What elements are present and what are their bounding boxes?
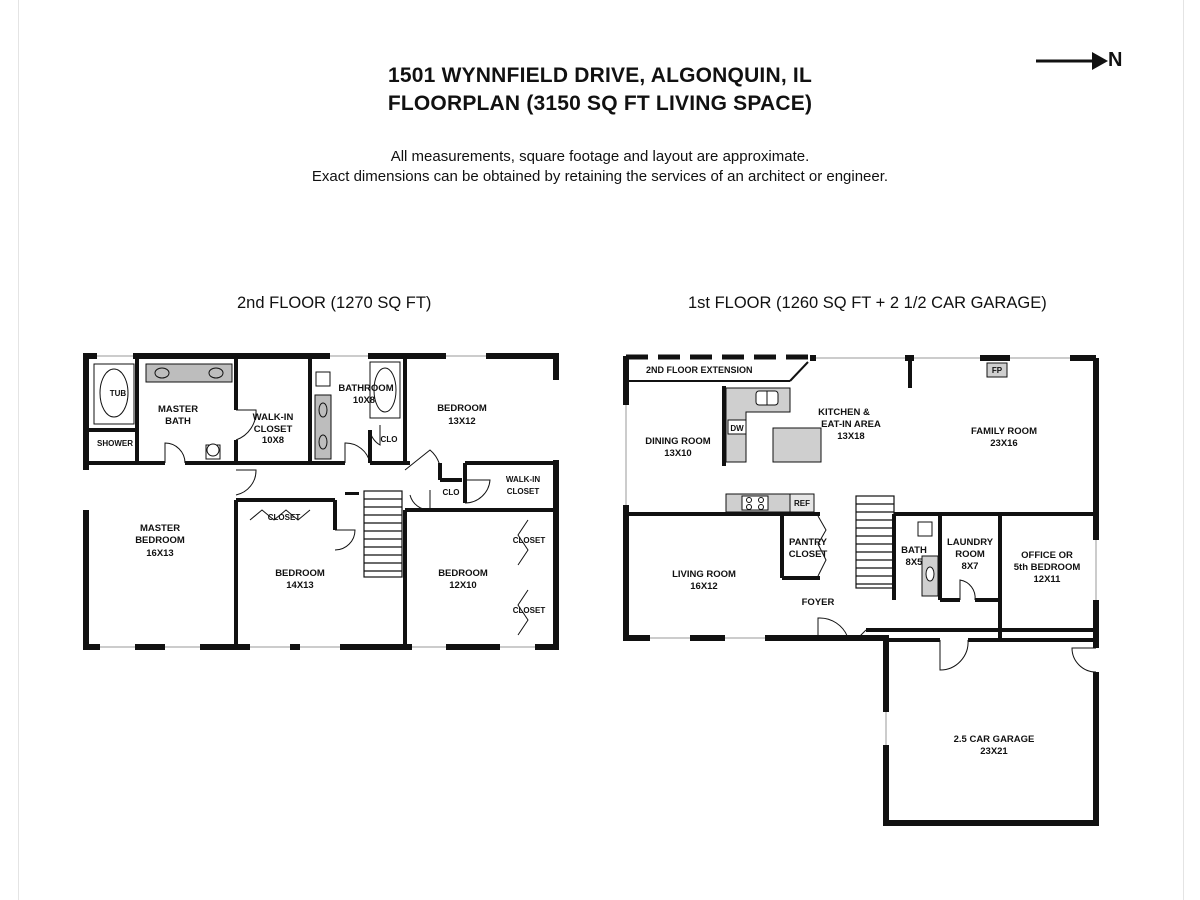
living-room-dim: 16X12 [690,581,718,592]
clo-label-2: CLO [442,488,460,497]
master-bedroom-dim: 16X13 [146,548,174,559]
walkin-closet-2-label: WALK-IN [505,475,541,484]
foyer-label: FOYER [801,597,835,608]
master-bedroom-label: MASTER [139,523,181,534]
second-floor-heading: 2nd FLOOR (1270 SQ FT) [237,294,432,312]
first-floor-labels [645,365,1080,757]
office-label: OFFICE OR [1021,550,1073,561]
bedroom-ne-dim: 13X12 [448,416,476,427]
bedroom-se-label: BEDROOM [438,568,488,579]
fireplace-label: FP [991,366,1003,375]
dishwasher-label: DW [730,424,744,433]
pantry-label: PANTRY [789,537,827,548]
kitchen-label-2: EAT-IN AREA [821,419,881,430]
bedroom-ne-label: BEDROOM [437,403,487,414]
kitchen-label: KITCHEN & [818,407,870,418]
walkin-closet-label-2: CLOSET [253,424,293,435]
bath-dim: 8X5 [905,557,923,568]
dining-room-label: DINING ROOM [645,436,711,447]
bathroom-label: BATHROOM [338,383,394,394]
closet-se-label-2: CLOSET [512,606,546,615]
office-dim: 12X11 [1033,574,1061,585]
bedroom-mid-label: BEDROOM [275,568,325,579]
kitchen-dim: 13X18 [837,431,865,442]
bedroom-se-dim: 12X10 [449,580,477,591]
bedroom-mid-dim: 14X13 [286,580,314,591]
shower-label: SHOWER [97,439,133,448]
living-room-label: LIVING ROOM [672,569,736,580]
family-room-label: FAMILY ROOM [971,426,1037,437]
bath-label: BATH [901,545,927,556]
disclaimer-line-1: All measurements, square footage and layout are approximate. [390,148,810,165]
first-floor-heading: 1st FLOOR (1260 SQ FT + 2 1/2 CAR GARAGE) [688,294,1047,312]
master-bedroom-label-2: BEDROOM [135,535,185,546]
office-label-2: 5th BEDROOM [1013,562,1081,573]
extension-label: 2ND FLOOR EXTENSION [646,365,753,375]
address-title: 1501 WYNNFIELD DRIVE, ALGONQUIN, IL [388,64,812,87]
pantry-label-2: CLOSET [788,549,828,560]
disclaimer-line-2: Exact dimensions can be obtained by retaining the services of an architect or engineer. [311,168,889,185]
walkin-closet-dim: 10X8 [261,435,285,446]
garage-label: 2.5 CAR GARAGE [953,734,1035,745]
closet-mid-label: CLOSET [267,513,301,522]
master-bath-label: MASTER [157,404,199,415]
tub-label: TUB [109,389,127,398]
walkin-closet-2-label-2: CLOSET [506,487,540,496]
second-floor-plan [86,356,556,647]
bathroom-dim: 10X8 [352,395,376,406]
family-room-dim: 23X16 [990,438,1018,449]
dining-room-dim: 13X10 [664,448,692,459]
floorplan-subtitle: FLOORPLAN (3150 SQ FT LIVING SPACE) [387,92,813,115]
north-label: N [1108,49,1123,71]
clo-label-1: CLO [380,435,398,444]
master-bath-label-2: BATH [165,416,191,427]
laundry-dim: 8X7 [961,561,979,572]
laundry-label-2: ROOM [955,549,985,560]
refrigerator-label: REF [794,499,810,508]
garage-dim: 23X21 [980,746,1008,757]
walkin-closet-label: WALK-IN [252,412,294,423]
laundry-label: LAUNDRY [946,537,994,548]
closet-se-label-1: CLOSET [512,536,546,545]
